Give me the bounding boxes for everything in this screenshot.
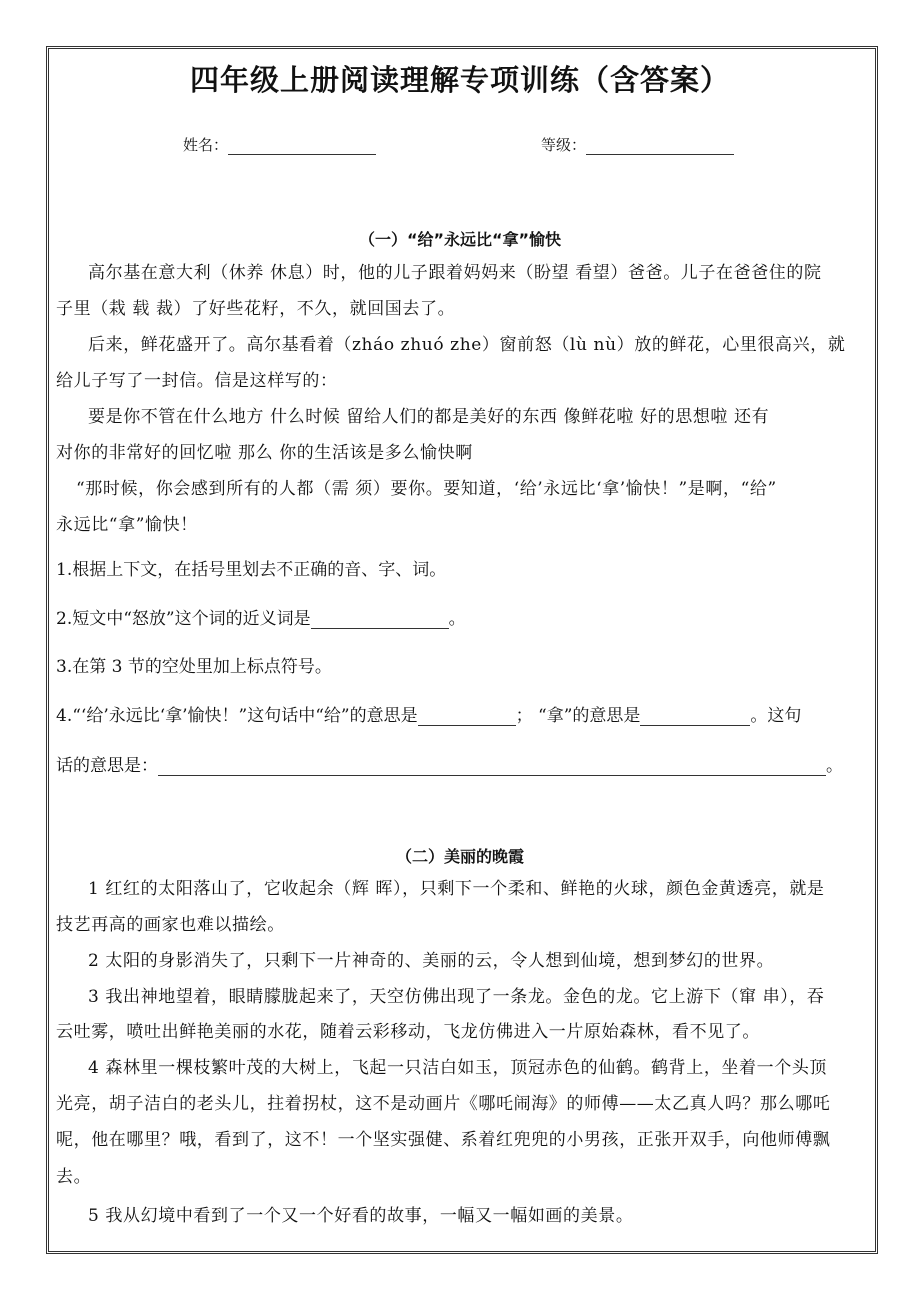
passage-line: 2 太阳的身影消失了，只剩下一片神奇的、美丽的云，令人想到仙境，想到梦幻的世界。 <box>88 951 775 971</box>
question-4-text: 。这句 <box>750 706 802 726</box>
passage-line: 呢，他在哪里？哦，看到了，这不！一个坚实强健、系着红兜兜的小男孩，正张开双手，向他师傅飘 <box>56 1130 831 1150</box>
question-3: 3.在第 3 节的空处里加上标点符号。 <box>56 657 332 677</box>
answer-blank[interactable] <box>158 760 826 776</box>
answer-blank[interactable] <box>418 710 516 726</box>
name-label: 姓名： <box>183 136 229 154</box>
question-4 <box>56 706 801 726</box>
question-4-text: 话的意思是： <box>56 756 158 776</box>
passage-line: 要是你不管在什么地方 什么时候 留给人们的都是美好的东西 像鲜花啦 好的思想啦 还有 <box>88 407 770 427</box>
passage-line: 5 我从幻境中看到了一个又一个好看的故事，一幅又一幅如画的美景。 <box>88 1206 634 1226</box>
question-2-text: 2.短文中“怒放”这个词的近义词是 <box>56 609 311 629</box>
passage-line: 子里（栽 载 裁）了好些花籽，不久，就回国去了。 <box>56 299 456 319</box>
passage-line: 光亮，胡子洁白的老头儿，拄着拐杖，这不是动画片《哪吒闹海》的师傅——太乙真人吗？那么哪吒 <box>56 1094 831 1114</box>
page-title: 四年级上册阅读理解专项训练（含答案） <box>189 63 730 97</box>
passage-line: 去。 <box>56 1167 92 1187</box>
passage-line: 云吐雾，喷吐出鲜艳美丽的水花，随着云彩移动，飞龙仿佛进入一片原始森林，看不见了。 <box>56 1022 760 1042</box>
section-1-heading: （一）“给”永远比“拿”愉快 <box>358 230 562 249</box>
answer-blank[interactable] <box>640 710 750 726</box>
grade-label: 等级： <box>541 136 587 154</box>
section-2-heading: （二）美丽的晚霞 <box>395 847 524 866</box>
grade-field[interactable] <box>541 134 734 155</box>
passage-line: 后来，鲜花盛开了。高尔基看着（zháo zhuó zhe）窗前怒（lù nù）放的鲜花，心里很高兴，就 <box>88 335 846 355</box>
passage-line: 对你的非常好的回忆啦 那么 你的生活该是多么愉快啊 <box>56 443 473 463</box>
passage-line: 4 森林里一棵枝繁叶茂的大树上，飞起一只洁白如玉，顶冠赤色的仙鹤。鹤背上，坐着一个头顶 <box>88 1058 828 1078</box>
period: 。 <box>826 756 843 776</box>
answer-blank[interactable] <box>311 613 449 629</box>
question-1: 1.根据上下文，在括号里划去不正确的音、字、词。 <box>56 560 447 580</box>
question-4-text: ； “拿”的意思是 <box>515 706 641 726</box>
passage-line: 永远比“拿”愉快！ <box>56 515 198 535</box>
passage-line: 3 我出神地望着，眼睛朦胧起来了，天空仿佛出现了一条龙。金色的龙。它上游下（窜 串），吞 <box>88 987 825 1007</box>
name-field[interactable] <box>183 134 376 155</box>
question-4-cont <box>56 756 843 776</box>
question-4-text: 4.“‘给’永远比‘拿’愉快！”这句话中“给”的意思是 <box>56 706 418 726</box>
question-2 <box>56 609 466 629</box>
name-blank[interactable] <box>228 139 376 155</box>
passage-line: 1 红红的太阳落山了，它收起余（辉 晖），只剩下一个柔和、鲜艳的火球，颜色金黄透亮，就是 <box>88 879 825 899</box>
passage-line: 技艺再高的画家也难以描绘。 <box>56 915 285 935</box>
passage-line: 给儿子写了一封信。信是这样写的： <box>56 371 338 391</box>
passage-line: “那时候，你会感到所有的人都（需 须）要你。要知道，‘给’永远比‘拿’愉快！”是啊，“给” <box>76 479 777 499</box>
grade-blank[interactable] <box>586 139 734 155</box>
passage-line: 高尔基在意大利（休养 休息）时，他的儿子跟着妈妈来（盼望 看望）爸爸。儿子在爸爸住的院 <box>88 263 822 283</box>
period: 。 <box>448 609 466 629</box>
